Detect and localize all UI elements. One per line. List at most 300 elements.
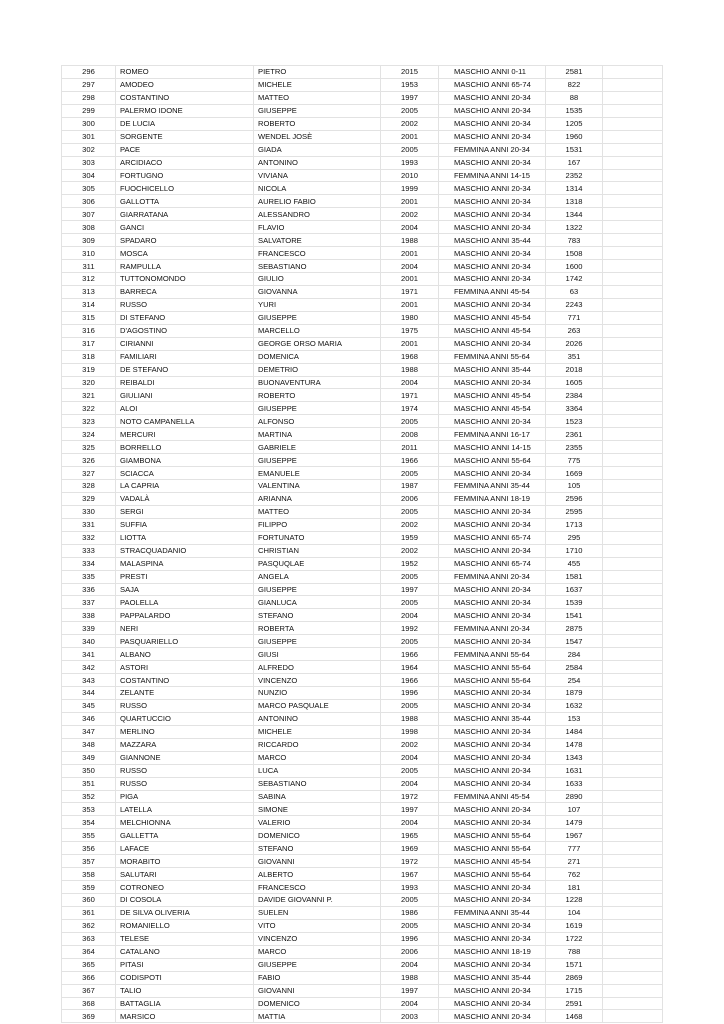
bib-number-cell: 1531 bbox=[546, 143, 603, 156]
surname-cell: BATTAGLIA bbox=[116, 997, 254, 1010]
empty-cell bbox=[603, 881, 663, 894]
surname-cell: SERGI bbox=[116, 505, 254, 518]
category-cell: FEMMINA ANNI 20-34 bbox=[439, 622, 546, 635]
first-name-cell: MARTINA bbox=[254, 428, 381, 441]
table-row bbox=[62, 260, 663, 273]
bib-number-cell: 105 bbox=[546, 480, 603, 493]
empty-cell bbox=[603, 738, 663, 751]
surname-cell: MARSICO bbox=[116, 1010, 254, 1023]
empty-cell bbox=[603, 311, 663, 324]
first-name-cell: LUCA bbox=[254, 764, 381, 777]
category-cell: FEMMINA ANNI 16-17 bbox=[439, 428, 546, 441]
table-row bbox=[62, 738, 663, 751]
surname-cell: ROMEO bbox=[116, 66, 254, 79]
first-name-cell: STEFANO bbox=[254, 609, 381, 622]
category-cell: MASCHIO ANNI 20-34 bbox=[439, 182, 546, 195]
empty-cell bbox=[603, 208, 663, 221]
empty-cell bbox=[603, 467, 663, 480]
empty-cell bbox=[603, 622, 663, 635]
category-cell: MASCHIO ANNI 45-54 bbox=[439, 855, 546, 868]
bib-number-cell: 263 bbox=[546, 324, 603, 337]
table-row bbox=[62, 337, 663, 350]
table-row bbox=[62, 777, 663, 790]
surname-cell: GALLETTA bbox=[116, 829, 254, 842]
first-name-cell: PIETRO bbox=[254, 66, 381, 79]
empty-cell bbox=[603, 143, 663, 156]
bib-number-cell: 167 bbox=[546, 156, 603, 169]
empty-cell bbox=[603, 829, 663, 842]
first-name-cell: GIUSEPPE bbox=[254, 454, 381, 467]
empty-cell bbox=[603, 130, 663, 143]
position-cell: 306 bbox=[62, 195, 116, 208]
table-row bbox=[62, 492, 663, 505]
bib-number-cell: 1468 bbox=[546, 1010, 603, 1023]
empty-cell bbox=[603, 454, 663, 467]
position-cell: 328 bbox=[62, 480, 116, 493]
surname-cell: PAOLELLA bbox=[116, 596, 254, 609]
category-cell: MASCHIO ANNI 20-34 bbox=[439, 415, 546, 428]
first-name-cell: VINCENZO bbox=[254, 674, 381, 687]
category-cell: FEMMINA ANNI 45-54 bbox=[439, 285, 546, 298]
bib-number-cell: 1722 bbox=[546, 932, 603, 945]
surname-cell: SPADARO bbox=[116, 234, 254, 247]
surname-cell: GIANNONE bbox=[116, 751, 254, 764]
birth-year-cell: 1971 bbox=[381, 285, 439, 298]
first-name-cell: DOMENICO bbox=[254, 829, 381, 842]
table-row bbox=[62, 130, 663, 143]
position-cell: 316 bbox=[62, 324, 116, 337]
first-name-cell: SUELEN bbox=[254, 906, 381, 919]
empty-cell bbox=[603, 389, 663, 402]
category-cell: MASCHIO ANNI 20-34 bbox=[439, 104, 546, 117]
first-name-cell: ROBERTA bbox=[254, 622, 381, 635]
empty-cell bbox=[603, 958, 663, 971]
first-name-cell: DEMETRIO bbox=[254, 363, 381, 376]
results-table bbox=[61, 65, 663, 1023]
category-cell: MASCHIO ANNI 55-64 bbox=[439, 674, 546, 687]
birth-year-cell: 2002 bbox=[381, 117, 439, 130]
birth-year-cell: 1969 bbox=[381, 842, 439, 855]
surname-cell: QUARTUCCIO bbox=[116, 712, 254, 725]
birth-year-cell: 2005 bbox=[381, 415, 439, 428]
empty-cell bbox=[603, 635, 663, 648]
table-row bbox=[62, 829, 663, 842]
bib-number-cell: 2591 bbox=[546, 997, 603, 1010]
first-name-cell: WENDEL JOSÈ bbox=[254, 130, 381, 143]
birth-year-cell: 2001 bbox=[381, 195, 439, 208]
surname-cell: SCIACCA bbox=[116, 467, 254, 480]
bib-number-cell: 822 bbox=[546, 78, 603, 91]
surname-cell: NERI bbox=[116, 622, 254, 635]
category-cell: MASCHIO ANNI 20-34 bbox=[439, 156, 546, 169]
first-name-cell: SEBASTIANO bbox=[254, 777, 381, 790]
category-cell: MASCHIO ANNI 18-19 bbox=[439, 945, 546, 958]
birth-year-cell: 1967 bbox=[381, 868, 439, 881]
empty-cell bbox=[603, 751, 663, 764]
birth-year-cell: 2004 bbox=[381, 777, 439, 790]
empty-cell bbox=[603, 984, 663, 997]
birth-year-cell: 2001 bbox=[381, 130, 439, 143]
first-name-cell: MATTEO bbox=[254, 91, 381, 104]
position-cell: 368 bbox=[62, 997, 116, 1010]
category-cell: FEMMINA ANNI 14-15 bbox=[439, 169, 546, 182]
table-row bbox=[62, 894, 663, 907]
first-name-cell: ALFONSO bbox=[254, 415, 381, 428]
bib-number-cell: 455 bbox=[546, 557, 603, 570]
table-row bbox=[62, 273, 663, 286]
first-name-cell: FLAVIO bbox=[254, 221, 381, 234]
table-row bbox=[62, 855, 663, 868]
empty-cell bbox=[603, 518, 663, 531]
empty-cell bbox=[603, 247, 663, 260]
category-cell: MASCHIO ANNI 20-34 bbox=[439, 699, 546, 712]
empty-cell bbox=[603, 790, 663, 803]
position-cell: 349 bbox=[62, 751, 116, 764]
birth-year-cell: 2003 bbox=[381, 1010, 439, 1023]
position-cell: 314 bbox=[62, 298, 116, 311]
empty-cell bbox=[603, 350, 663, 363]
birth-year-cell: 2001 bbox=[381, 337, 439, 350]
empty-cell bbox=[603, 376, 663, 389]
category-cell: MASCHIO ANNI 20-34 bbox=[439, 130, 546, 143]
first-name-cell: ROBERTO bbox=[254, 389, 381, 402]
table-row bbox=[62, 842, 663, 855]
first-name-cell: GIUSEPPE bbox=[254, 958, 381, 971]
birth-year-cell: 1997 bbox=[381, 803, 439, 816]
empty-cell bbox=[603, 234, 663, 247]
birth-year-cell: 1987 bbox=[381, 480, 439, 493]
first-name-cell: FRANCESCO bbox=[254, 247, 381, 260]
bib-number-cell: 2596 bbox=[546, 492, 603, 505]
surname-cell: MAZZARA bbox=[116, 738, 254, 751]
empty-cell bbox=[603, 570, 663, 583]
category-cell: FEMMINA ANNI 35-44 bbox=[439, 480, 546, 493]
empty-cell bbox=[603, 777, 663, 790]
first-name-cell: MATTEO bbox=[254, 505, 381, 518]
first-name-cell: ALBERTO bbox=[254, 868, 381, 881]
bib-number-cell: 2018 bbox=[546, 363, 603, 376]
birth-year-cell: 2005 bbox=[381, 764, 439, 777]
birth-year-cell: 1972 bbox=[381, 790, 439, 803]
position-cell: 360 bbox=[62, 894, 116, 907]
bib-number-cell: 88 bbox=[546, 91, 603, 104]
first-name-cell: YURI bbox=[254, 298, 381, 311]
table-row bbox=[62, 182, 663, 195]
bib-number-cell: 271 bbox=[546, 855, 603, 868]
birth-year-cell: 1993 bbox=[381, 881, 439, 894]
bib-number-cell: 1547 bbox=[546, 635, 603, 648]
first-name-cell: STEFANO bbox=[254, 842, 381, 855]
position-cell: 347 bbox=[62, 725, 116, 738]
empty-cell bbox=[603, 919, 663, 932]
position-cell: 335 bbox=[62, 570, 116, 583]
first-name-cell: MICHELE bbox=[254, 78, 381, 91]
position-cell: 330 bbox=[62, 505, 116, 518]
position-cell: 297 bbox=[62, 78, 116, 91]
bib-number-cell: 2355 bbox=[546, 441, 603, 454]
bib-number-cell: 1967 bbox=[546, 829, 603, 842]
first-name-cell: GIOVANNI bbox=[254, 855, 381, 868]
birth-year-cell: 1965 bbox=[381, 829, 439, 842]
category-cell: MASCHIO ANNI 20-34 bbox=[439, 518, 546, 531]
surname-cell: RUSSO bbox=[116, 777, 254, 790]
table-row bbox=[62, 958, 663, 971]
empty-cell bbox=[603, 104, 663, 117]
table-row bbox=[62, 544, 663, 557]
first-name-cell: SALVATORE bbox=[254, 234, 381, 247]
category-cell: MASCHIO ANNI 20-34 bbox=[439, 932, 546, 945]
bib-number-cell: 1539 bbox=[546, 596, 603, 609]
birth-year-cell: 1968 bbox=[381, 350, 439, 363]
birth-year-cell: 2008 bbox=[381, 428, 439, 441]
first-name-cell: VIVIANA bbox=[254, 169, 381, 182]
birth-year-cell: 1953 bbox=[381, 78, 439, 91]
birth-year-cell: 1988 bbox=[381, 971, 439, 984]
table-row bbox=[62, 78, 663, 91]
category-cell: MASCHIO ANNI 55-64 bbox=[439, 661, 546, 674]
first-name-cell: ALESSANDRO bbox=[254, 208, 381, 221]
category-cell: MASCHIO ANNI 20-34 bbox=[439, 260, 546, 273]
position-cell: 333 bbox=[62, 544, 116, 557]
category-cell: FEMMINA ANNI 55-64 bbox=[439, 350, 546, 363]
first-name-cell: CHRISTIAN bbox=[254, 544, 381, 557]
birth-year-cell: 1998 bbox=[381, 725, 439, 738]
surname-cell: CODISPOTI bbox=[116, 971, 254, 984]
birth-year-cell: 2006 bbox=[381, 492, 439, 505]
bib-number-cell: 1631 bbox=[546, 764, 603, 777]
first-name-cell: FORTUNATO bbox=[254, 531, 381, 544]
surname-cell: SALUTARI bbox=[116, 868, 254, 881]
category-cell: MASCHIO ANNI 20-34 bbox=[439, 777, 546, 790]
empty-cell bbox=[603, 66, 663, 79]
birth-year-cell: 1997 bbox=[381, 984, 439, 997]
category-cell: MASCHIO ANNI 20-34 bbox=[439, 919, 546, 932]
table-row bbox=[62, 984, 663, 997]
position-cell: 357 bbox=[62, 855, 116, 868]
first-name-cell: SIMONE bbox=[254, 803, 381, 816]
category-cell: MASCHIO ANNI 20-34 bbox=[439, 273, 546, 286]
position-cell: 324 bbox=[62, 428, 116, 441]
empty-cell bbox=[603, 932, 663, 945]
bib-number-cell: 153 bbox=[546, 712, 603, 725]
table-row bbox=[62, 583, 663, 596]
table-row bbox=[62, 415, 663, 428]
empty-cell bbox=[603, 285, 663, 298]
category-cell: MASCHIO ANNI 20-34 bbox=[439, 195, 546, 208]
first-name-cell: RICCARDO bbox=[254, 738, 381, 751]
birth-year-cell: 1959 bbox=[381, 531, 439, 544]
birth-year-cell: 2015 bbox=[381, 66, 439, 79]
surname-cell: PASQUARIELLO bbox=[116, 635, 254, 648]
table-row bbox=[62, 298, 663, 311]
position-cell: 315 bbox=[62, 311, 116, 324]
bib-number-cell: 351 bbox=[546, 350, 603, 363]
category-cell: MASCHIO ANNI 45-54 bbox=[439, 389, 546, 402]
surname-cell: ALOI bbox=[116, 402, 254, 415]
birth-year-cell: 1986 bbox=[381, 906, 439, 919]
table-row bbox=[62, 247, 663, 260]
bib-number-cell: 1600 bbox=[546, 260, 603, 273]
position-cell: 317 bbox=[62, 337, 116, 350]
empty-cell bbox=[603, 415, 663, 428]
first-name-cell: MARCO bbox=[254, 945, 381, 958]
birth-year-cell: 1988 bbox=[381, 712, 439, 725]
category-cell: MASCHIO ANNI 20-34 bbox=[439, 376, 546, 389]
empty-cell bbox=[603, 661, 663, 674]
birth-year-cell: 2004 bbox=[381, 751, 439, 764]
position-cell: 311 bbox=[62, 260, 116, 273]
empty-cell bbox=[603, 712, 663, 725]
surname-cell: RUSSO bbox=[116, 699, 254, 712]
table-row bbox=[62, 596, 663, 609]
surname-cell: DE STEFANO bbox=[116, 363, 254, 376]
table-row bbox=[62, 363, 663, 376]
category-cell: MASCHIO ANNI 20-34 bbox=[439, 1010, 546, 1023]
birth-year-cell: 1997 bbox=[381, 91, 439, 104]
surname-cell: ALBANO bbox=[116, 648, 254, 661]
first-name-cell: GIANLUCA bbox=[254, 596, 381, 609]
table-row bbox=[62, 919, 663, 932]
table-row bbox=[62, 311, 663, 324]
surname-cell: TALIO bbox=[116, 984, 254, 997]
bib-number-cell: 1541 bbox=[546, 609, 603, 622]
position-cell: 327 bbox=[62, 467, 116, 480]
first-name-cell: GABRIELE bbox=[254, 441, 381, 454]
first-name-cell: EMANUELE bbox=[254, 467, 381, 480]
birth-year-cell: 1966 bbox=[381, 648, 439, 661]
first-name-cell: GIUSEPPE bbox=[254, 583, 381, 596]
position-cell: 352 bbox=[62, 790, 116, 803]
position-cell: 361 bbox=[62, 906, 116, 919]
birth-year-cell: 1988 bbox=[381, 363, 439, 376]
empty-cell bbox=[603, 609, 663, 622]
empty-cell bbox=[603, 699, 663, 712]
first-name-cell: GIUSEPPE bbox=[254, 402, 381, 415]
position-cell: 303 bbox=[62, 156, 116, 169]
bib-number-cell: 1633 bbox=[546, 777, 603, 790]
empty-cell bbox=[603, 428, 663, 441]
bib-number-cell: 1619 bbox=[546, 919, 603, 932]
birth-year-cell: 2004 bbox=[381, 260, 439, 273]
birth-year-cell: 1964 bbox=[381, 661, 439, 674]
surname-cell: DI COSOLA bbox=[116, 894, 254, 907]
birth-year-cell: 2002 bbox=[381, 208, 439, 221]
table-row bbox=[62, 648, 663, 661]
surname-cell: GIAMBONA bbox=[116, 454, 254, 467]
birth-year-cell: 2005 bbox=[381, 467, 439, 480]
category-cell: MASCHIO ANNI 20-34 bbox=[439, 635, 546, 648]
position-cell: 320 bbox=[62, 376, 116, 389]
surname-cell: PITASI bbox=[116, 958, 254, 971]
table-row bbox=[62, 467, 663, 480]
position-cell: 338 bbox=[62, 609, 116, 622]
table-row bbox=[62, 221, 663, 234]
category-cell: FEMMINA ANNI 45-54 bbox=[439, 790, 546, 803]
position-cell: 354 bbox=[62, 816, 116, 829]
category-cell: MASCHIO ANNI 20-34 bbox=[439, 764, 546, 777]
birth-year-cell: 2004 bbox=[381, 609, 439, 622]
first-name-cell: ARIANNA bbox=[254, 492, 381, 505]
birth-year-cell: 1992 bbox=[381, 622, 439, 635]
position-cell: 344 bbox=[62, 687, 116, 700]
table-row bbox=[62, 480, 663, 493]
surname-cell: CATALANO bbox=[116, 945, 254, 958]
birth-year-cell: 1997 bbox=[381, 583, 439, 596]
table-row bbox=[62, 1010, 663, 1023]
surname-cell: FAMILIARI bbox=[116, 350, 254, 363]
table-row bbox=[62, 324, 663, 337]
table-row bbox=[62, 570, 663, 583]
surname-cell: PACE bbox=[116, 143, 254, 156]
surname-cell: PRESTI bbox=[116, 570, 254, 583]
surname-cell: BARRECA bbox=[116, 285, 254, 298]
birth-year-cell: 2005 bbox=[381, 505, 439, 518]
bib-number-cell: 777 bbox=[546, 842, 603, 855]
surname-cell: FUOCHICELLO bbox=[116, 182, 254, 195]
surname-cell: LIOTTA bbox=[116, 531, 254, 544]
category-cell: MASCHIO ANNI 20-34 bbox=[439, 725, 546, 738]
first-name-cell: ALFREDO bbox=[254, 661, 381, 674]
empty-cell bbox=[603, 324, 663, 337]
surname-cell: STRACQUADANIO bbox=[116, 544, 254, 557]
empty-cell bbox=[603, 531, 663, 544]
first-name-cell: ANGELA bbox=[254, 570, 381, 583]
bib-number-cell: 1669 bbox=[546, 467, 603, 480]
birth-year-cell: 2005 bbox=[381, 596, 439, 609]
first-name-cell: GIUSEPPE bbox=[254, 104, 381, 117]
category-cell: MASCHIO ANNI 20-34 bbox=[439, 221, 546, 234]
position-cell: 296 bbox=[62, 66, 116, 79]
first-name-cell: VITO bbox=[254, 919, 381, 932]
table-row bbox=[62, 764, 663, 777]
position-cell: 332 bbox=[62, 531, 116, 544]
table-row bbox=[62, 609, 663, 622]
birth-year-cell: 2001 bbox=[381, 298, 439, 311]
birth-year-cell: 2002 bbox=[381, 518, 439, 531]
category-cell: FEMMINA ANNI 55-64 bbox=[439, 648, 546, 661]
birth-year-cell: 1972 bbox=[381, 855, 439, 868]
first-name-cell: MATTIA bbox=[254, 1010, 381, 1023]
bib-number-cell: 254 bbox=[546, 674, 603, 687]
table-row bbox=[62, 803, 663, 816]
birth-year-cell: 2005 bbox=[381, 570, 439, 583]
position-cell: 309 bbox=[62, 234, 116, 247]
surname-cell: GANCI bbox=[116, 221, 254, 234]
birth-year-cell: 2005 bbox=[381, 635, 439, 648]
first-name-cell: DOMENICA bbox=[254, 350, 381, 363]
surname-cell: PAPPALARDO bbox=[116, 609, 254, 622]
table-row bbox=[62, 156, 663, 169]
table-row bbox=[62, 169, 663, 182]
empty-cell bbox=[603, 945, 663, 958]
first-name-cell: FABIO bbox=[254, 971, 381, 984]
table-row bbox=[62, 195, 663, 208]
empty-cell bbox=[603, 363, 663, 376]
bib-number-cell: 2890 bbox=[546, 790, 603, 803]
empty-cell bbox=[603, 298, 663, 311]
bib-number-cell: 1713 bbox=[546, 518, 603, 531]
bib-number-cell: 1322 bbox=[546, 221, 603, 234]
category-cell: MASCHIO ANNI 20-34 bbox=[439, 91, 546, 104]
first-name-cell: MICHELE bbox=[254, 725, 381, 738]
table-row bbox=[62, 91, 663, 104]
category-cell: MASCHIO ANNI 35-44 bbox=[439, 712, 546, 725]
birth-year-cell: 1966 bbox=[381, 454, 439, 467]
position-cell: 318 bbox=[62, 350, 116, 363]
birth-year-cell: 1971 bbox=[381, 389, 439, 402]
first-name-cell: FILIPPO bbox=[254, 518, 381, 531]
birth-year-cell: 1975 bbox=[381, 324, 439, 337]
